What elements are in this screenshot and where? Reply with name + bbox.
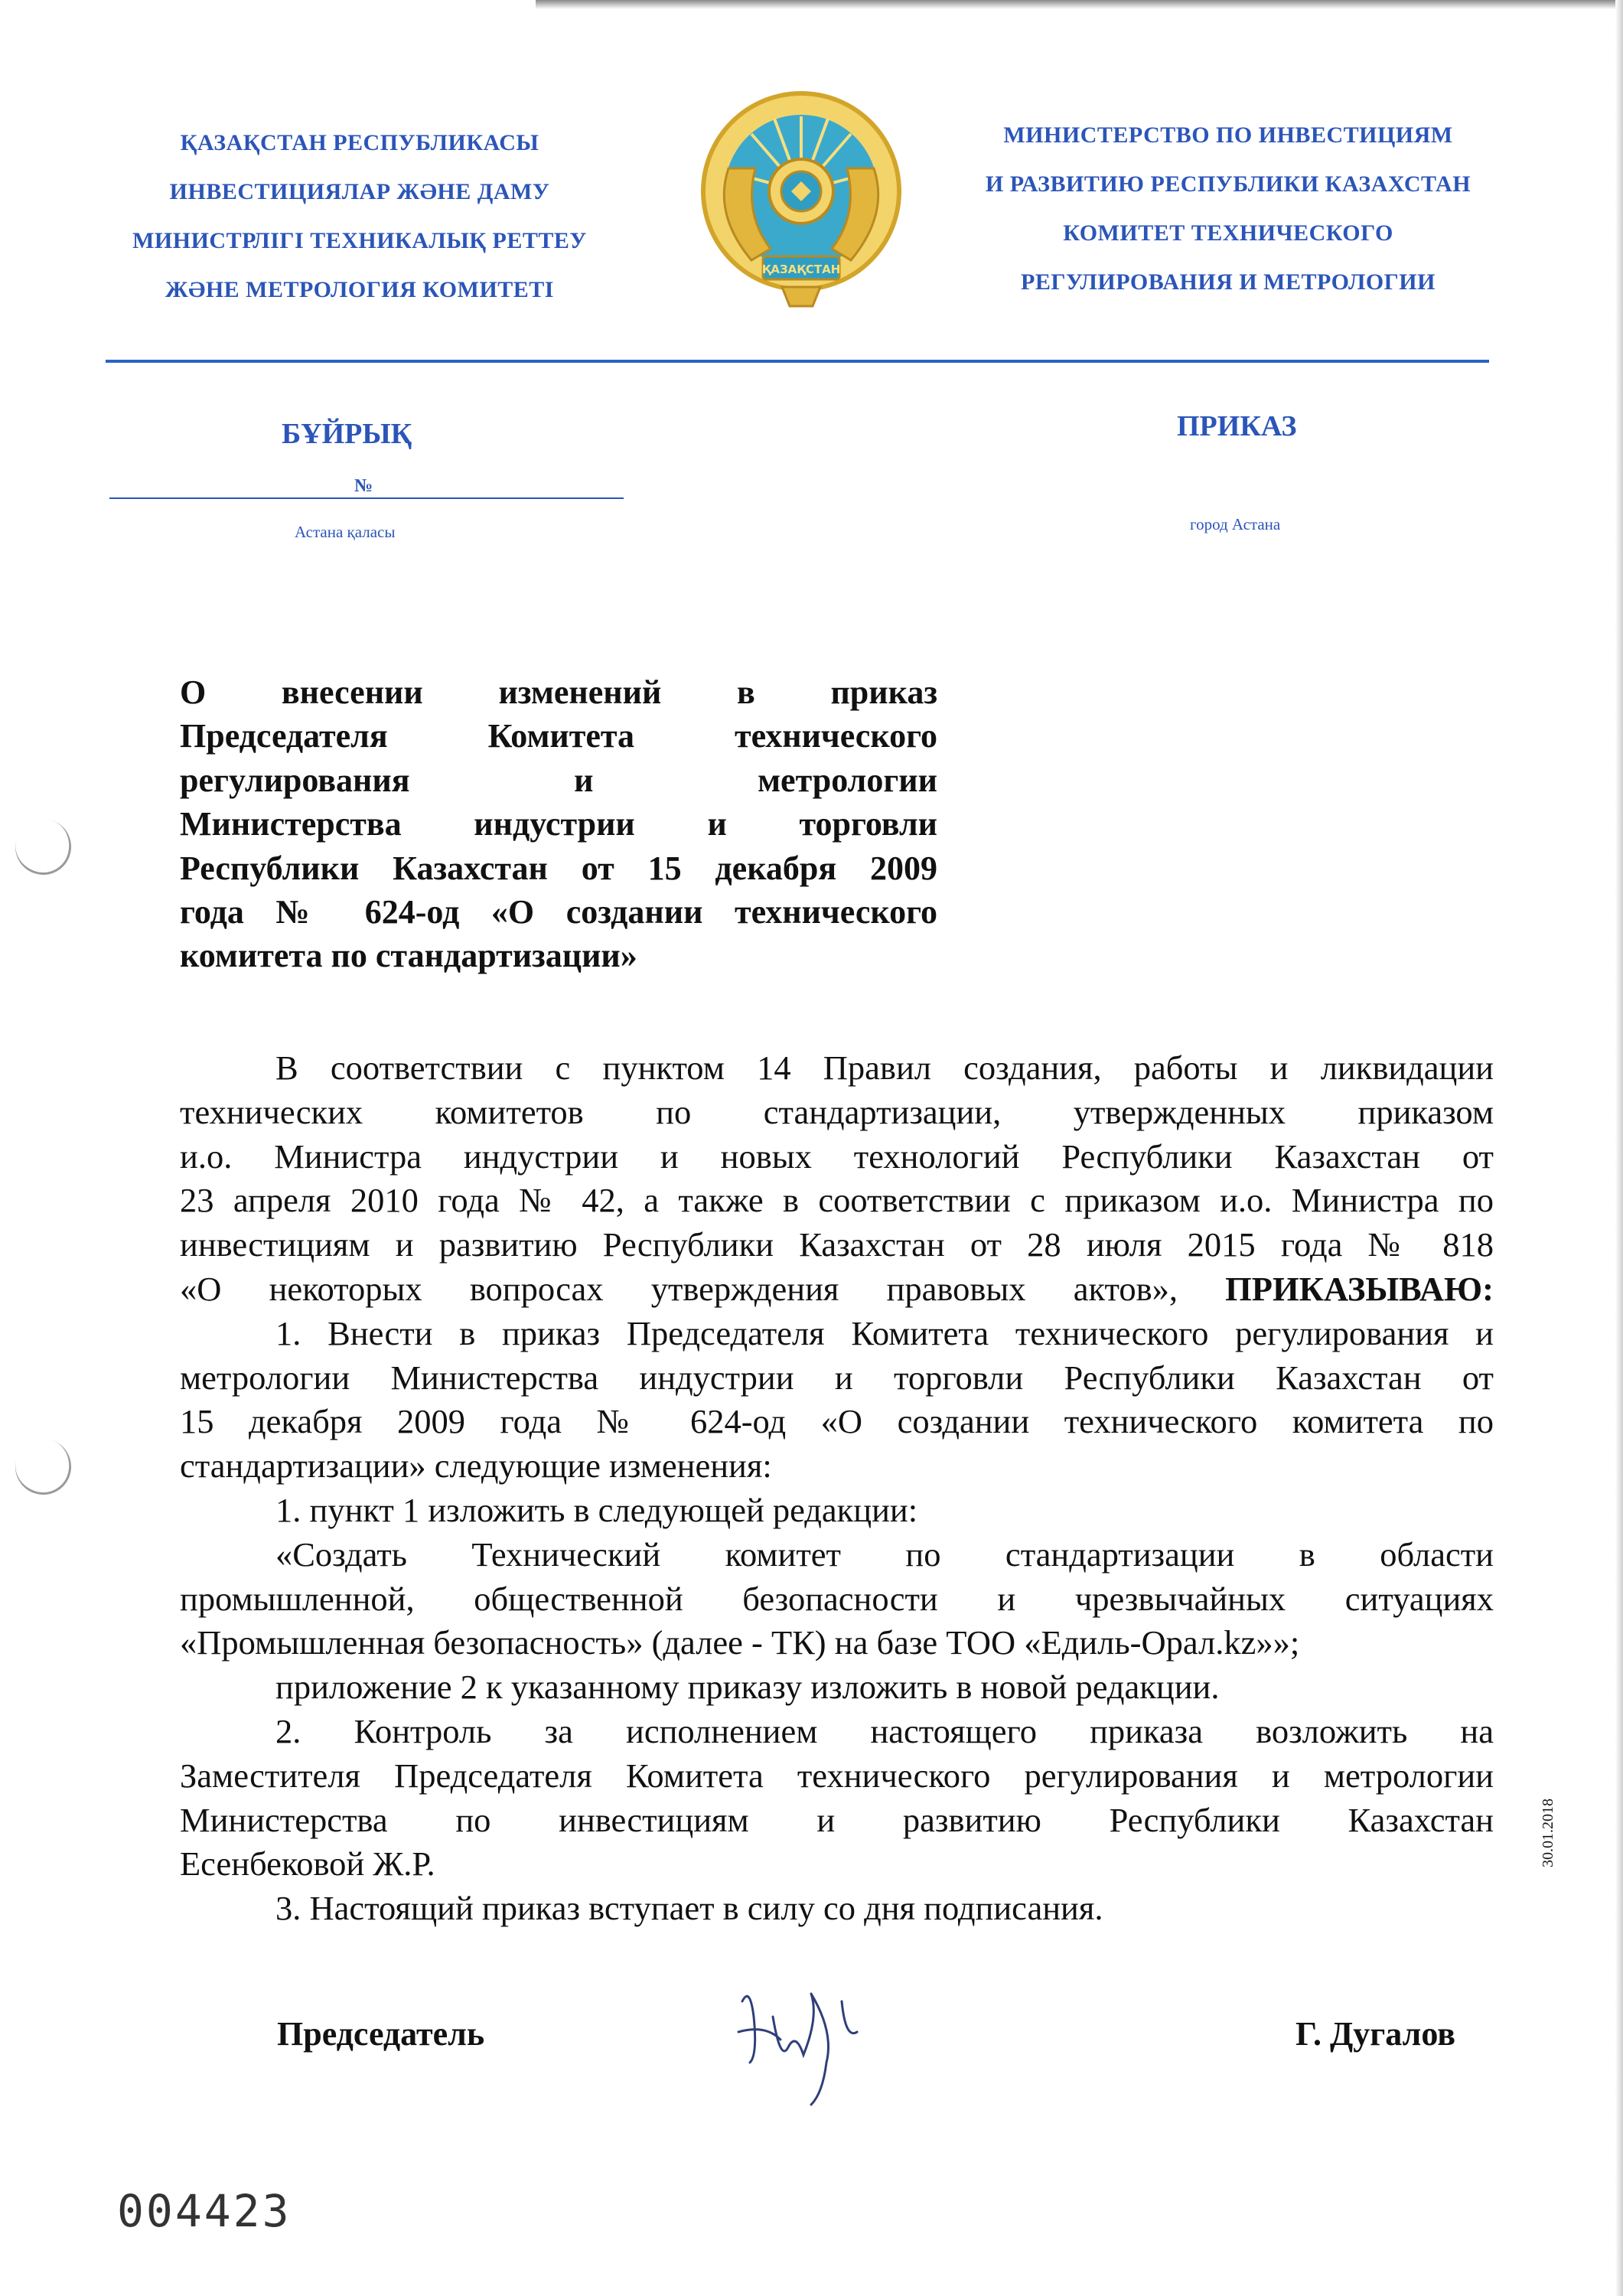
body-line: Министерства по инвестициям и развитию Республики Казахстан	[180, 1800, 1494, 1839]
body-line: инвестициям и развитию Республики Казахстан от 28 июля 2015 года № 818	[180, 1225, 1494, 1264]
header-russian-line: КОМИТЕТ ТЕХНИЧЕСКОГО	[1063, 220, 1393, 246]
preamble-last: «О некоторых вопросах утверждения правовых актов»,	[180, 1269, 1226, 1308]
header-russian	[953, 111, 1504, 307]
doc-type-kazakh: БҰЙРЫҚ	[282, 418, 412, 450]
header-kazakh-line: ИНВЕСТИЦИЯЛАР ЖӘНЕ ДАМУ	[169, 179, 550, 204]
punch-hole-top	[9, 813, 77, 881]
city-kazakh: Астана қаласы	[295, 523, 396, 541]
body-line: приложение 2 к указанному приказу изложить в новой редакции.	[275, 1668, 1220, 1707]
body-line: 3. Настоящий приказ вступает в силу со дня подписания.	[275, 1889, 1103, 1928]
city-russian: город Астана	[1190, 515, 1281, 533]
body-line: 23 апреля 2010 года № 42, а также в соответствии с приказом и.о. Министра по	[180, 1181, 1494, 1220]
order-word: ПРИКАЗЫВАЮ:	[1225, 1269, 1494, 1308]
header-russian-line: РЕГУЛИРОВАНИЯ И МЕТРОЛОГИИ	[1021, 269, 1436, 295]
body-line: промышленной, общественной безопасности и чрезвычайных ситуациях	[180, 1579, 1494, 1618]
title-line: Министерства индустрии и торговли	[180, 805, 937, 843]
body-line: 15 декабря 2009 года № 624-од «О создании технического комитета по	[180, 1402, 1494, 1441]
number-sign: №	[354, 476, 373, 496]
emblem-label: ҚАЗАҚСТАН	[761, 263, 841, 276]
body-line: «Создать Технический комитет по стандартизации в области	[275, 1534, 1494, 1574]
doc-type-russian: ПРИКАЗ	[1177, 410, 1297, 442]
body-line: метрологии Министерства индустрии и торговли Республики Казахстан от	[180, 1358, 1494, 1397]
punch-hole-bottom	[9, 1433, 77, 1501]
order-number-line	[109, 497, 624, 499]
body-line: Заместителя Председателя Комитета технического регулирования и метрологии	[180, 1756, 1494, 1795]
body-line: 1. Внести в приказ Председателя Комитета технического регулирования и	[275, 1313, 1494, 1352]
body-line: 2. Контроль за исполнением настоящего приказа возложить на	[275, 1711, 1494, 1750]
document-body	[180, 1046, 1494, 1931]
title-line: Председателя Комитета технического	[180, 717, 937, 755]
signatory-name: Г. Дугалов	[1295, 2015, 1456, 2053]
body-line: «Промышленная безопасность» (далее - ТК) на базе ТОО «Едиль-Орал.kz»»;	[180, 1623, 1300, 1662]
title-line: Республики Казахстан от 15 декабря 2009	[180, 849, 937, 887]
state-emblem-icon	[698, 77, 904, 314]
scan-date-stamp: 30.01.2018	[1540, 1799, 1556, 1867]
header-russian-line: МИНИСТЕРСТВО ПО ИНВЕСТИЦИЯМ	[1003, 122, 1453, 148]
header-russian-line: И РАЗВИТИЮ РЕСПУБЛИКИ КАЗАХСТАН	[985, 171, 1471, 197]
body-line: 1. пункт 1 изложить в следующей редакции:	[275, 1490, 918, 1529]
handwritten-signature-icon	[727, 1971, 880, 2116]
scan-edge-top	[536, 0, 1623, 9]
body-line: Есенбековой Ж.Р.	[180, 1844, 435, 1883]
body-line: В соответствии с пунктом 14 Правил создания, работы и ликвидации	[275, 1049, 1494, 1087]
registration-number: 004423	[117, 2185, 292, 2237]
header-kazakh-line: ЖӘНЕ МЕТРОЛОГИЯ КОМИТЕТІ	[165, 277, 554, 302]
title-line: регулирования и метрологии	[180, 761, 937, 799]
header-divider	[106, 360, 1489, 363]
document-title	[180, 670, 937, 978]
header-kazakh	[92, 119, 627, 315]
body-line: и.о. Министра индустрии и новых технологий Республики Казахстан от	[180, 1137, 1494, 1176]
signatory-title: Председатель	[277, 2015, 485, 2053]
body-line: стандартизации» следующие изменения:	[180, 1446, 772, 1486]
scan-edge-right	[1615, 0, 1623, 2296]
header-kazakh-line: ҚАЗАҚСТАН РЕСПУБЛИКАСЫ	[180, 130, 539, 155]
title-line: года № 624-од «О создании технического	[180, 893, 937, 931]
body-line: технических комитетов по стандартизации, утвержденных приказом	[180, 1092, 1494, 1131]
title-line: комитета по стандартизации»	[180, 937, 637, 975]
header-kazakh-line: МИНИСТРЛІГІ ТЕХНИКАЛЫҚ РЕТТЕУ	[132, 228, 587, 253]
title-line: О внесении изменений в приказ	[180, 673, 937, 711]
body-line-order	[180, 1267, 1494, 1312]
